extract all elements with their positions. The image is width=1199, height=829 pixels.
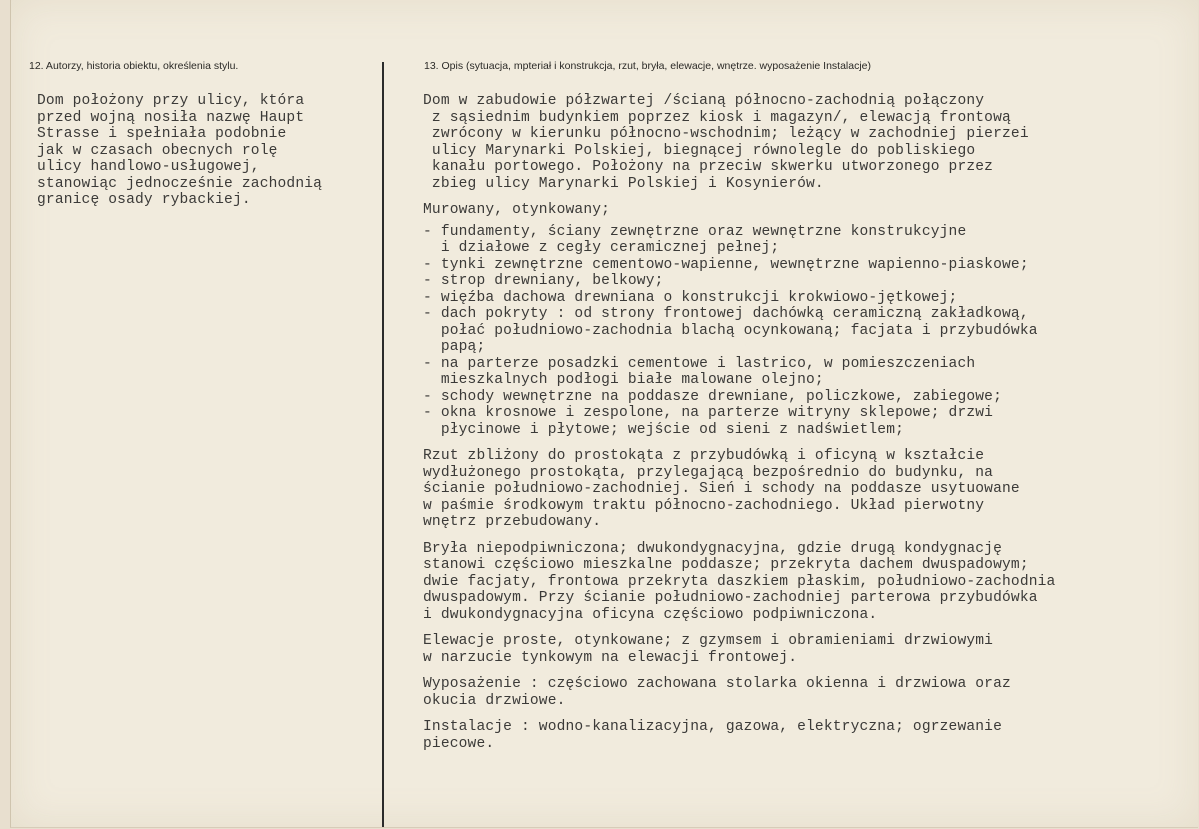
list-item: - tynki zewnętrzne cementowo-wapienne, wewnętrzne wapienno-piaskowe; xyxy=(423,256,1029,273)
section-13-header: 13. Opis (sytuacja, mpteriał i konstrukcja, rzut, bryła, elewacje, wnętrze. wyposażenie Instalacje) xyxy=(424,60,872,72)
construction-title: Murowany, otynkowany; xyxy=(423,202,611,218)
elevations-description: Elewacje proste, otynkowane; z gzymsem i obramieniami drzwiowymi w narzucie tynkowym na elewacji frontowej. xyxy=(423,633,994,666)
construction-list xyxy=(423,224,1055,439)
location-description: Dom w zabudowie półzwartej /ścianą północno-zachodnią połączony z sąsiednim budynkiem poprzez kiosk i magazyn/, elewacją frontową zwrócony w kierunku północno-wschodnim; leżący w zachodniej pierzei ulicy Marynarki Polskiej, biegnącej równolegle do pobliskiego kanału portowego. Położony na przeciw skwerku utworzonego przez zbieg ulicy Marynarki Polskiej i Kosynierów. xyxy=(423,93,1029,192)
section-13-body xyxy=(423,93,1055,752)
column-divider xyxy=(382,62,384,827)
plan-description: Rzut zbliżony do prostokąta z przybudówką i oficyną w kształcie wydłużonego prostokąta, przylegającą bezpośrednio do budynku, na ścianie południowo-zachodniej. Sień i schody na poddasze usytuowane w paśmie środkowym traktu północno-zachodniego. Układ pierwotny wnętrz przebudowany. xyxy=(423,448,1020,530)
list-item: - więźba dachowa drewniana o konstrukcji krokwiowo-jętkowej; xyxy=(423,289,958,306)
section-12-text: Dom położony przy ulicy, która przed wojną nosiła nazwę Haupt Strasse i spełniała podobnie jak w czasach obecnych rolę ulicy handlowo-usługowej, stanowiąc jednocześnie zachodnią granicę osady rybackiej. xyxy=(37,93,323,208)
list-item: - schody wewnętrzne na poddasze drewniane, policzkowe, zabiegowe; xyxy=(423,388,1002,405)
list-item: - fundamenty, ściany zewnętrzne oraz wewnętrzne konstrukcyjne i działowe z cegły ceramicznej pełnej; xyxy=(423,223,967,256)
equipment-description: Wyposażenie : częściowo zachowana stolarka okienna i drzwiowa oraz okucia drzwiowe. xyxy=(423,676,1011,709)
list-item: - na parterze posadzki cementowe i lastrico, w pomieszczeniach mieszkalnych podłogi białe malowane olejno; xyxy=(423,355,976,388)
list-item: - strop drewniany, belkowy; xyxy=(423,273,664,289)
section-12-header: 12. Autorzy, historia obiektu, określenia stylu. xyxy=(29,60,239,72)
installations-description: Instalacje : wodno-kanalizacyjna, gazowa, elektryczna; ogrzewanie piecowe. xyxy=(423,719,1002,752)
list-item: - okna krosnowe i zespolone, na parterze witryny sklepowe; drzwi płycinowe i płytowe; wejście od sieni z nadświetlem; xyxy=(423,405,994,438)
massing-description: Bryła niepodpiwniczona; dwukondygnacyjna, gdzie drugą kondygnację stanowi częściowo mieszkalne poddasze; przekryta dachem dwuspadowym; dwie facjaty, frontowa przekryta daszkiem płaskim, południowo-zachodnia dwuspadowym. Przy ścianie południowo-zachodniej parterowa przybudówka i dwukondygnacyjna oficyna częściowo podpiwniczona. xyxy=(423,540,1056,623)
list-item: - dach pokryty : od strony frontowej dachówką ceramiczną zakładkową, połać południowo-zachodnia blachą ocynkowaną; facjata i przybudówka papą; xyxy=(423,306,1038,355)
